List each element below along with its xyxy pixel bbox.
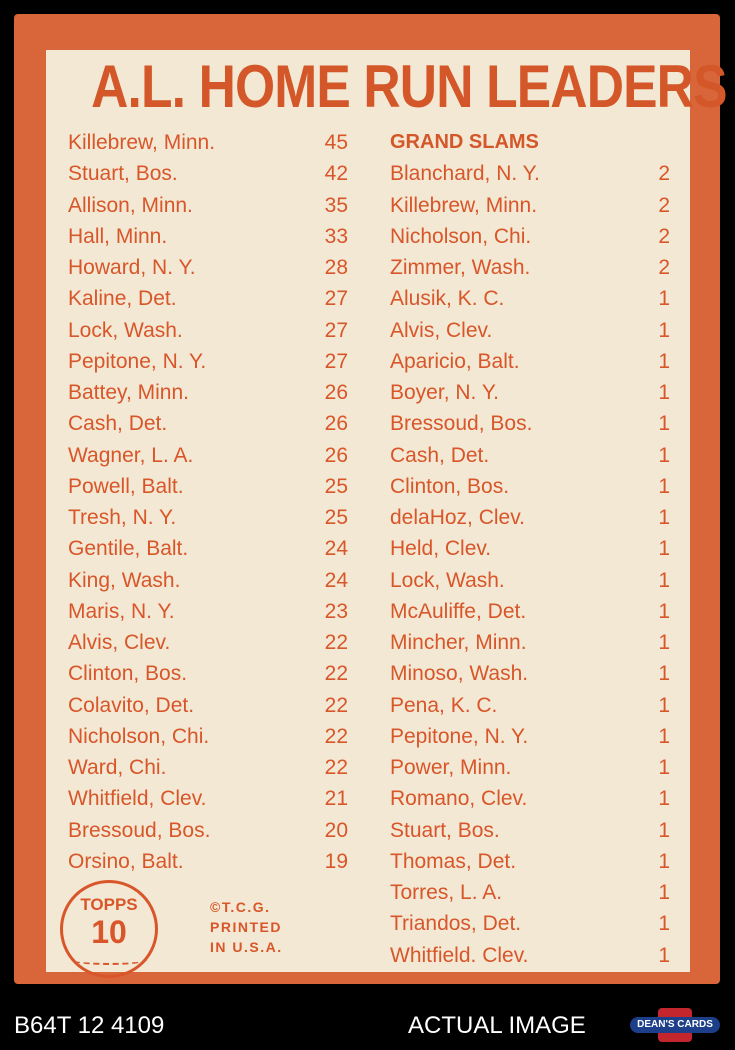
- grand-slam-row: [390, 721, 680, 752]
- home-run-count: 27: [324, 287, 348, 311]
- grand-slam-count: 1: [658, 474, 670, 498]
- player-name: Alvis, Clev.: [390, 318, 493, 342]
- grand-slam-count: 1: [658, 881, 670, 904]
- grand-slam-count: 1: [658, 287, 670, 311]
- home-run-count: 22: [324, 724, 348, 748]
- player-name: Ward, Chi.: [68, 756, 167, 779]
- player-name: Wagner, L. A.: [68, 443, 194, 467]
- leader-row: [68, 315, 358, 346]
- grand-slam-count: 2: [658, 193, 670, 217]
- grand-slam-count: 1: [658, 506, 670, 529]
- grand-slam-row: [390, 252, 680, 283]
- grand-slam-row: [390, 502, 680, 533]
- player-name: Allison, Minn.: [68, 193, 193, 217]
- actual-image-label: ACTUAL IMAGE: [408, 1012, 586, 1039]
- card-number: 10: [91, 914, 127, 950]
- player-name: Blanchard, N. Y.: [390, 162, 540, 186]
- grand-slam-row: [390, 627, 680, 658]
- player-name: Killebrew, Minn.: [68, 131, 216, 154]
- grand-slam-count: 1: [658, 849, 670, 873]
- leader-row: [68, 565, 358, 596]
- grand-slam-count: 1: [658, 756, 670, 779]
- player-name: Powell, Balt.: [68, 474, 184, 498]
- grand-slam-count: 1: [658, 912, 670, 936]
- leader-row: [68, 783, 358, 814]
- player-name: Killebrew, Minn.: [390, 193, 538, 217]
- home-run-count: 23: [324, 599, 348, 623]
- grand-slam-count: 1: [658, 787, 670, 811]
- leader-row: [68, 846, 358, 877]
- grand-slam-count: 1: [658, 568, 670, 592]
- leader-row: [68, 221, 358, 252]
- leader-row: [68, 377, 358, 408]
- player-name: Romano, Clev.: [390, 787, 528, 811]
- player-name: Pepitone, N. Y.: [390, 724, 529, 748]
- leader-row: [68, 658, 358, 689]
- inventory-code: B64T 12 4109: [14, 1012, 165, 1039]
- grand-slam-row: [390, 658, 680, 689]
- grand-slam-count: 2: [658, 224, 670, 248]
- card-title: A.L. HOME RUN LEADERS: [91, 53, 727, 120]
- player-name: Thomas, Det.: [390, 849, 517, 873]
- home-run-count: 24: [324, 568, 348, 592]
- player-name: Colavito, Det.: [68, 693, 195, 717]
- grand-slam-row: [390, 565, 680, 596]
- grand-slam-count: 1: [658, 693, 670, 717]
- player-name: Alusik, K. C.: [390, 287, 505, 311]
- grand-slam-row: [390, 533, 680, 564]
- player-name: Lock, Wash.: [68, 318, 183, 342]
- grand-slam-row: [390, 221, 680, 252]
- grand-slam-count: 1: [658, 349, 670, 373]
- credit-line-3: IN U.S.A.: [210, 939, 283, 955]
- grand-slam-count: 1: [658, 943, 670, 967]
- credit-line-2: PRINTED: [210, 919, 282, 935]
- grand-slam-row: [390, 815, 680, 846]
- player-name: Bressoud, Bos.: [68, 818, 211, 842]
- leader-row: [68, 752, 358, 783]
- player-name: Whitfield, Clev.: [68, 787, 207, 811]
- home-run-count: 28: [324, 256, 348, 279]
- leader-row: [68, 533, 358, 564]
- grand-slam-row: [390, 158, 680, 189]
- player-name: Clinton, Bos.: [390, 474, 510, 498]
- deans-cards-label: DEAN'S CARDS: [630, 1017, 720, 1033]
- grand-slam-count: 1: [658, 443, 670, 467]
- player-name: Battey, Minn.: [68, 381, 189, 404]
- player-name: Orsino, Balt.: [68, 849, 184, 873]
- grand-slam-row: [390, 596, 680, 627]
- home-run-count: 24: [324, 537, 348, 561]
- leader-row: [68, 440, 358, 471]
- leader-row: [68, 471, 358, 502]
- grand-slam-row: [390, 908, 680, 939]
- grand-slam-row: [390, 377, 680, 408]
- baseball-seam-icon: [71, 955, 147, 965]
- player-name: Alvis, Clev.: [68, 631, 171, 654]
- player-name: Torres, L. A.: [390, 881, 503, 904]
- grand-slam-count: 1: [658, 662, 670, 686]
- leader-row: [68, 627, 358, 658]
- grand-slam-row: [390, 190, 680, 221]
- grand-slam-row: [390, 408, 680, 439]
- printing-credit: [210, 897, 283, 957]
- player-name: Whitfield. Clev.: [390, 943, 529, 967]
- grand-slam-count: 1: [658, 537, 670, 561]
- player-name: Gentile, Balt.: [68, 537, 189, 561]
- player-name: Stuart, Bos.: [390, 818, 500, 842]
- home-run-count: 26: [324, 412, 348, 436]
- grand-slam-row: [390, 783, 680, 814]
- home-run-count: 26: [324, 443, 348, 467]
- home-run-count: 42: [324, 162, 348, 186]
- player-name: Maris, N. Y.: [68, 599, 175, 623]
- leader-row: [68, 252, 358, 283]
- player-name: Hall, Minn.: [68, 224, 168, 248]
- grand-slam-count: 2: [658, 162, 670, 186]
- home-run-count: 20: [324, 818, 348, 842]
- leader-row: [68, 690, 358, 721]
- grand-slam-count: 1: [658, 412, 670, 436]
- home-run-count: 27: [324, 318, 348, 342]
- player-name: Power, Minn.: [390, 756, 512, 779]
- home-run-count: 25: [324, 506, 348, 529]
- player-name: Kaline, Det.: [68, 287, 177, 311]
- player-name: Tresh, N. Y.: [68, 506, 177, 529]
- grand-slams-heading: GRAND SLAMS: [390, 131, 539, 153]
- grand-slam-row: [390, 752, 680, 783]
- player-name: delaHoz, Clev.: [390, 506, 526, 529]
- leader-row: [68, 158, 358, 189]
- grand-slam-count: 1: [658, 631, 670, 654]
- player-name: Cash, Det.: [390, 443, 490, 467]
- topps-brand: TOPPS: [80, 895, 138, 914]
- grand-slam-count: 1: [658, 381, 670, 404]
- leader-row: [68, 502, 358, 533]
- leader-row: [68, 190, 358, 221]
- home-run-count: 25: [324, 474, 348, 498]
- player-name: Stuart, Bos.: [68, 162, 178, 186]
- player-name: Howard, N. Y.: [68, 256, 196, 279]
- grand-slam-count: 1: [658, 818, 670, 842]
- grand-slam-count: 1: [658, 724, 670, 748]
- player-name: Nicholson, Chi.: [68, 724, 210, 748]
- home-run-count: 22: [324, 693, 348, 717]
- grand-slam-count: 1: [658, 599, 670, 623]
- credit-line-1: ©T.C.G.: [210, 899, 271, 915]
- grand-slam-row: [390, 283, 680, 314]
- player-name: McAuliffe, Det.: [390, 599, 527, 623]
- grand-slam-row: [390, 846, 680, 877]
- home-run-leaders-list: [68, 127, 358, 877]
- player-name: Triandos, Det.: [390, 912, 522, 936]
- player-name: Aparicio, Balt.: [390, 349, 520, 373]
- home-run-count: 19: [324, 849, 348, 873]
- home-run-count: 27: [324, 349, 348, 373]
- player-name: Nicholson, Chi.: [390, 224, 532, 248]
- grand-slam-row: [390, 346, 680, 377]
- grand-slam-row: [390, 315, 680, 346]
- home-run-count: 22: [324, 631, 348, 654]
- leader-row: [68, 283, 358, 314]
- player-name: Minoso, Wash.: [390, 662, 529, 686]
- home-run-count: 45: [324, 131, 348, 154]
- player-name: Lock, Wash.: [390, 568, 505, 592]
- player-name: Pena, K. C.: [390, 693, 498, 717]
- leader-row: [68, 596, 358, 627]
- player-name: King, Wash.: [68, 568, 181, 592]
- leader-row: [68, 127, 358, 158]
- topps-logo: [60, 880, 158, 978]
- grand-slam-row: [390, 440, 680, 471]
- player-name: Pepitone, N. Y.: [68, 349, 207, 373]
- leader-row: [68, 408, 358, 439]
- player-name: Bressoud, Bos.: [390, 412, 533, 436]
- home-run-count: 33: [324, 224, 348, 248]
- grand-slam-count: 2: [658, 256, 670, 279]
- grand-slam-row: [390, 471, 680, 502]
- grand-slam-row: [390, 940, 680, 971]
- leader-row: [68, 721, 358, 752]
- player-name: Cash, Det.: [68, 412, 168, 436]
- home-run-count: 26: [324, 381, 348, 404]
- player-name: Mincher, Minn.: [390, 631, 527, 654]
- home-run-count: 22: [324, 662, 348, 686]
- leader-row: [68, 815, 358, 846]
- player-name: Boyer, N. Y.: [390, 381, 499, 404]
- leader-row: [68, 346, 358, 377]
- player-name: Zimmer, Wash.: [390, 256, 531, 279]
- player-name: Clinton, Bos.: [68, 662, 188, 686]
- deans-cards-logo: [630, 1008, 720, 1042]
- grand-slams-list: [390, 127, 680, 971]
- home-run-count: 35: [324, 193, 348, 217]
- grand-slam-row: [390, 690, 680, 721]
- grand-slam-row: [390, 877, 680, 908]
- grand-slam-count: 1: [658, 318, 670, 342]
- home-run-count: 22: [324, 756, 348, 779]
- home-run-count: 21: [324, 787, 348, 811]
- player-name: Held, Clev.: [390, 537, 492, 561]
